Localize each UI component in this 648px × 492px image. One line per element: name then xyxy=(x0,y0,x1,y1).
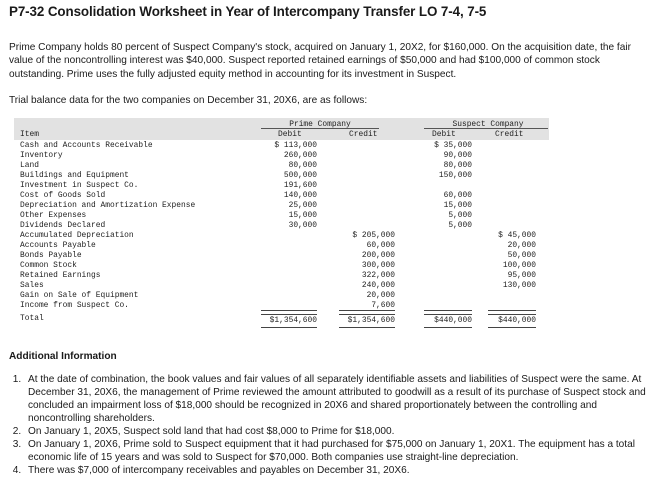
row-prime-debit: 500,000 xyxy=(283,171,317,180)
row-prime-debit: 15,000 xyxy=(288,211,317,220)
row-suspect-credit: 95,000 xyxy=(507,271,536,280)
table-header xyxy=(14,118,549,140)
row-item: Accumulated Depreciation xyxy=(20,231,134,240)
table-row xyxy=(14,151,549,161)
additional-info-item: 3. On January 1, 20X6, Prime sold to Suspect equipment that it had purchased for $75,000 on January 1, 20X1. The equipment has a total economic life of 15 years and was sold to Suspect for $70,000. Both companies use straight-line depreciation. xyxy=(24,438,648,464)
table-row xyxy=(14,251,549,261)
trial-balance-intro: Trial balance data for the two companies on December 31, 20X6, are as follows: xyxy=(9,95,368,106)
intro-paragraph: Prime Company holds 80 percent of Suspect Company's stock, acquired on January 1, 20X2, for $160,000. On the acquisition date, the fair value of the noncontrolling interest was $40,000. Suspect reported retained earnings of $50,000 and had $100,000 of common stock outstanding. Prime uses the fully adjusted equity method in accounting for its investment in Suspect. xyxy=(9,42,631,80)
row-prime-debit: 80,000 xyxy=(288,161,317,170)
row-item: Cost of Goods Sold xyxy=(20,191,106,200)
table-row xyxy=(14,241,549,251)
row-item: Other Expenses xyxy=(20,211,87,220)
group-header-suspect: Suspect Company xyxy=(452,120,524,129)
row-suspect-credit: 100,000 xyxy=(502,261,536,270)
total-suspect-debit: $440,000 xyxy=(424,314,472,328)
row-prime-credit: 322,000 xyxy=(361,271,395,280)
row-suspect-debit: 150,000 xyxy=(438,171,472,180)
row-item: Investment in Suspect Co. xyxy=(20,181,139,190)
table-row xyxy=(14,291,549,301)
row-prime-credit: 300,000 xyxy=(361,261,395,270)
table-row xyxy=(14,181,549,191)
row-item: Sales xyxy=(20,281,44,290)
row-suspect-debit: 5,000 xyxy=(448,211,472,220)
row-suspect-debit: 5,000 xyxy=(448,221,472,230)
row-suspect-credit: 130,000 xyxy=(502,281,536,290)
row-suspect-credit: 50,000 xyxy=(507,251,536,260)
total-suspect-credit: $440,000 xyxy=(488,314,536,328)
total-rule-prime-debit xyxy=(261,310,317,311)
row-prime-credit: 7,600 xyxy=(371,301,395,310)
row-item: Depreciation and Amortization Expense xyxy=(20,201,196,210)
table-row xyxy=(14,231,549,241)
row-prime-debit: 30,000 xyxy=(288,221,317,230)
col-header-suspect-credit: Credit xyxy=(495,130,524,139)
row-item: Common Stock xyxy=(20,261,77,270)
row-item: Retained Earnings xyxy=(20,271,101,280)
total-prime-debit: $1,354,600 xyxy=(261,314,317,328)
row-suspect-credit: 20,000 xyxy=(507,241,536,250)
additional-info-item: 1. At the date of combination, the book values and fair values of all separately identifiable assets and liabilities of Suspect were the same. At December 31, 20X6, the management of Prime reviewed the amount attributed to goodwill as a result of its purchase of Suspect stock and concluded an impairment loss of $18,000 should be recognized in 20X6 and shared proportionately between the controlling and noncontrolling shareholders. xyxy=(24,373,648,425)
col-header-prime-debit: Debit xyxy=(278,130,302,139)
row-prime-debit: 25,000 xyxy=(288,201,317,210)
table-row xyxy=(14,211,549,221)
row-prime-credit: 60,000 xyxy=(366,241,395,250)
row-item: Dividends Declared xyxy=(20,221,106,230)
total-rule-suspect-credit xyxy=(488,310,536,311)
additional-info-list xyxy=(9,373,648,477)
row-item: Income from Suspect Co. xyxy=(20,301,129,310)
table-total-row xyxy=(14,314,549,324)
table-row xyxy=(14,191,549,201)
row-prime-credit: 240,000 xyxy=(361,281,395,290)
row-suspect-debit: 80,000 xyxy=(443,161,472,170)
row-prime-debit: $ 113,000 xyxy=(274,141,317,150)
group-header-prime: Prime Company xyxy=(289,120,351,129)
row-item: Inventory xyxy=(20,151,63,160)
table-row xyxy=(14,141,549,151)
row-suspect-debit: 90,000 xyxy=(443,151,472,160)
row-item: Gain on Sale of Equipment xyxy=(20,291,139,300)
row-prime-debit: 260,000 xyxy=(283,151,317,160)
row-prime-debit: 140,000 xyxy=(283,191,317,200)
row-suspect-debit: 15,000 xyxy=(443,201,472,210)
page-title: P7-32 Consolidation Worksheet in Year of Intercompany Transfer LO 7-4, 7-5 xyxy=(9,4,487,19)
row-item: Bonds Payable xyxy=(20,251,82,260)
row-item: Cash and Accounts Receivable xyxy=(20,141,153,150)
table-row xyxy=(14,201,549,211)
table-row xyxy=(14,281,549,291)
row-prime-debit: 191,600 xyxy=(283,181,317,190)
table-row xyxy=(14,161,549,171)
table-row xyxy=(14,171,549,181)
table-row xyxy=(14,261,549,271)
table-row xyxy=(14,271,549,281)
table-row xyxy=(14,221,549,231)
col-header-suspect-debit: Debit xyxy=(432,130,456,139)
group-underline-prime xyxy=(261,128,379,129)
row-suspect-credit: $ 45,000 xyxy=(498,231,536,240)
row-prime-credit: $ 205,000 xyxy=(352,231,395,240)
total-label: Total xyxy=(20,314,44,323)
row-prime-credit: 20,000 xyxy=(366,291,395,300)
total-prime-credit: $1,354,600 xyxy=(339,314,395,328)
row-item: Buildings and Equipment xyxy=(20,171,129,180)
additional-info-heading: Additional Information xyxy=(9,351,117,362)
total-rule-suspect-debit xyxy=(424,310,472,311)
total-rule-prime-credit xyxy=(339,310,395,311)
row-prime-credit: 200,000 xyxy=(361,251,395,260)
additional-info-item: 4. There was $7,000 of intercompany receivables and payables on December 31, 20X6. xyxy=(24,464,648,477)
group-underline-suspect xyxy=(424,128,548,129)
row-item: Accounts Payable xyxy=(20,241,96,250)
additional-info-item: 2. On January 1, 20X5, Suspect sold land that had cost $8,000 to Prime for $18,000. xyxy=(24,425,648,438)
row-suspect-debit: $ 35,000 xyxy=(434,141,472,150)
col-header-item: Item xyxy=(20,130,39,139)
col-header-prime-credit: Credit xyxy=(349,130,378,139)
row-item: Land xyxy=(20,161,39,170)
row-suspect-debit: 60,000 xyxy=(443,191,472,200)
